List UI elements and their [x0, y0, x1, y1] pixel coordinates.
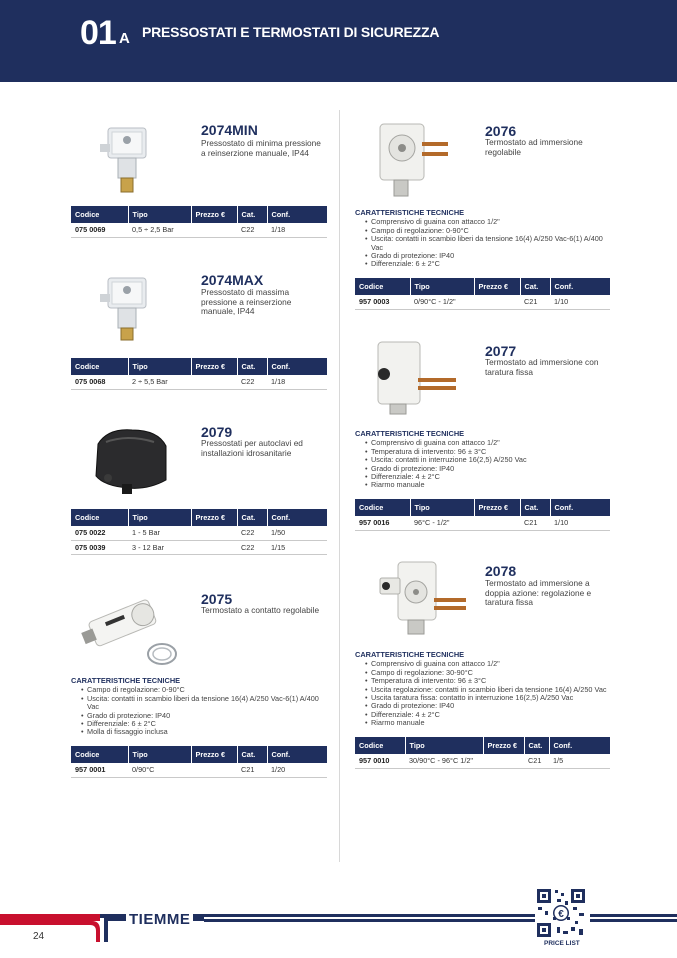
column-header-tipo: Tipo [405, 737, 483, 754]
column-header-codice: Codice [355, 278, 410, 295]
column-header-conf: Conf. [550, 278, 610, 295]
column-header-tipo: Tipo [128, 746, 191, 763]
product-table [355, 278, 610, 310]
autoclave-pressure-switch-image [88, 424, 174, 496]
product-table [355, 737, 610, 769]
column-header-conf: Conf. [549, 737, 610, 754]
product-description: Pressostato di minima pressione a reinserzione manuale, IP44 [201, 138, 321, 158]
pressure-switch-min-image [96, 122, 158, 196]
column-header-prezzo: Prezzo € [191, 509, 237, 526]
column-header-tipo: Tipo [410, 499, 474, 516]
column-header-codice: Codice [71, 746, 128, 763]
table-row: 957 0003 0/90°C - 1/2" C21 1/10 [355, 295, 610, 309]
column-header-prezzo: Prezzo € [483, 737, 524, 754]
table-row: 075 0039 3 - 12 Bar C22 1/15 [71, 540, 327, 554]
pressure-switch-max-image [96, 272, 158, 344]
product-code: 2074MIN [201, 122, 258, 138]
product-description: Pressostato di massima pressione a reinserzione manuale, IP44 [201, 287, 292, 316]
column-header-codice: Codice [71, 358, 128, 375]
section-number: 01 [80, 14, 116, 52]
column-header-prezzo: Prezzo € [191, 746, 237, 763]
column-header-codice: Codice [71, 206, 128, 223]
table-row: 075 0069 0,5 ÷ 2,5 Bar C22 1/18 [71, 223, 327, 237]
table-row: 957 0010 30/90°C - 96°C 1/2" C21 1/5 [355, 754, 610, 768]
column-header-cat: Cat. [237, 746, 267, 763]
page-title: PRESSOSTATI E TERMOSTATI DI SICUREZZA [142, 24, 440, 40]
page-number: 24 [33, 931, 45, 942]
column-header-conf: Conf. [267, 358, 327, 375]
table-row: 957 0016 96°C - 1/2" C21 1/10 [355, 516, 610, 530]
column-header-prezzo: Prezzo € [191, 358, 237, 375]
product-description: Termostato ad immersione con taratura fissa [485, 357, 599, 377]
table-row: 075 0068 2 ÷ 5,5 Bar C22 1/18 [71, 375, 327, 389]
product-code: 2076 [485, 123, 517, 139]
immersion-thermostat-double-action-image [370, 558, 468, 642]
column-header-codice: Codice [355, 737, 405, 754]
immersion-thermostat-adjustable-image [374, 118, 450, 200]
technical-specs: CARATTERISTICHE TECNICHE • Comprensivo di guaina con attacco 1/2" • Campo di regolazione: 0-90°C • Uscita: contatti in scambio liberi da tensione 16(4) A/250 Vac-6(1) A/400 Vac • Grado di protezione: IP40 • Differenziale: 6 ± 2°C [355, 209, 625, 269]
product-code: 2077 [485, 343, 517, 359]
column-header-codice: Codice [355, 499, 410, 516]
product-table [71, 746, 327, 778]
table-row: 957 0001 0/90°C C21 1/20 [71, 763, 327, 777]
column-divider [339, 110, 340, 862]
technical-specs: CARATTERISTICHE TECNICHE • Campo di regolazione: 0-90°C • Uscita: contatti in scambio liberi da tensione 16(4) A/250 Vac-6(1) A/400 Vac • Grado di protezione: IP40 • Differenziale: 6 ± 2°C • Molla di fissaggio inclusa [71, 677, 331, 737]
column-header-tipo: Tipo [128, 358, 191, 375]
svg-text:€: € [558, 909, 564, 920]
product-code: 2075 [201, 591, 233, 607]
product-table [71, 206, 327, 238]
product-description: Termostato ad immersione regolabile [485, 137, 583, 157]
column-header-prezzo: Prezzo € [474, 499, 520, 516]
column-header-prezzo: Prezzo € [191, 206, 237, 223]
technical-specs: CARATTERISTICHE TECNICHE • Comprensivo di guaina con attacco 1/2" • Campo di regolazione: 30-90°C • Temperatura di intervento: 96 ± 3°C • Uscita regolazione: contatti in scambio liberi da tensione 16(4) A/250 Vac • Uscita taratura fissa: contatto in interruzione 16(2,5) A/250 Vac • Grado di protezione: IP40 • Differenziale: 4 ± 2°C • Riarmo manuale [355, 651, 645, 728]
column-header-prezzo: Prezzo € [474, 278, 520, 295]
column-header-tipo: Tipo [128, 206, 191, 223]
column-header-conf: Conf. [267, 509, 327, 526]
table-row: 075 0022 1 - 5 Bar C22 1/50 [71, 526, 327, 540]
product-table [71, 358, 327, 390]
column-header-tipo: Tipo [128, 509, 191, 526]
column-header-tipo: Tipo [410, 278, 474, 295]
product-description: Termostato ad immersione a doppia azione: regolazione e taratura fissa [485, 578, 592, 607]
section-header [0, 0, 677, 82]
column-header-codice: Codice [71, 509, 128, 526]
section-letter: A [119, 30, 130, 47]
column-header-conf: Conf. [550, 499, 610, 516]
contact-thermostat-image [78, 588, 180, 672]
column-header-cat: Cat. [524, 737, 549, 754]
product-table [71, 509, 327, 555]
column-header-cat: Cat. [520, 499, 550, 516]
product-description: Pressostati per autoclavi ed installazioni idrosanitarie [201, 438, 303, 458]
column-header-cat: Cat. [520, 278, 550, 295]
technical-specs: CARATTERISTICHE TECNICHE • Comprensivo di guaina con attacco 1/2" • Temperatura di intervento: 96 ± 3°C • Uscita: contatti in interruzione 16(2,5) A/250 Vac • Grado di protezione: IP40 • Differenziale: 4 ± 2°C • Riarmo manuale [355, 430, 625, 490]
product-code: 2079 [201, 424, 233, 440]
brand-logo: TIEMME [126, 911, 193, 928]
column-header-conf: Conf. [267, 206, 327, 223]
column-header-conf: Conf. [267, 746, 327, 763]
column-header-cat: Cat. [237, 358, 267, 375]
immersion-thermostat-fixed-image [368, 338, 458, 418]
product-code: 2078 [485, 563, 517, 579]
product-code: 2074MAX [201, 272, 264, 288]
product-description: Termostato a contatto regolabile [201, 605, 320, 615]
column-header-cat: Cat. [237, 206, 267, 223]
price-list-label: PRICE LIST [544, 940, 580, 947]
column-header-cat: Cat. [237, 509, 267, 526]
qr-code-icon[interactable] [535, 887, 587, 939]
product-table [355, 499, 610, 531]
